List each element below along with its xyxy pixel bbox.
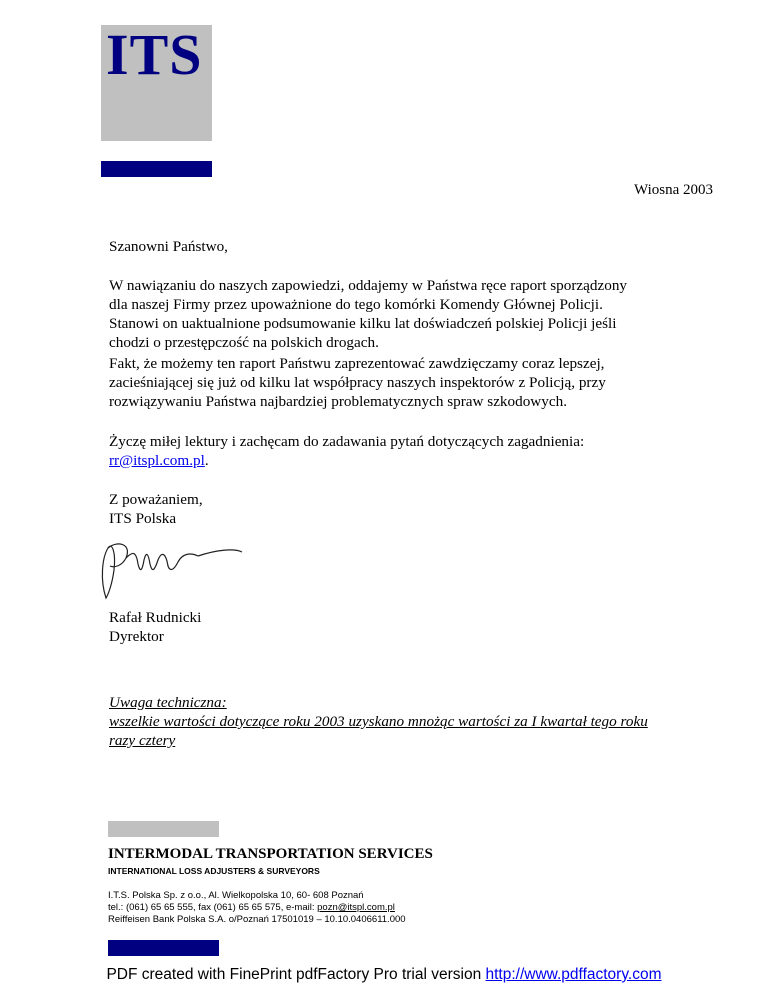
paragraph-1-line: chodzi o przestępczość na polskich drogach. [109, 334, 379, 351]
paragraph-1 [109, 276, 729, 352]
logo-bar [101, 161, 212, 177]
paragraph-3-end: . [204, 452, 209, 469]
paragraph-1-line: W nawiązaniu do naszych zapowiedzi, oddajemy w Państwa ręce raport sporządzony [109, 277, 628, 294]
technical-note [109, 693, 729, 750]
paragraph-3-email-line [109, 451, 729, 470]
signature-image [86, 530, 286, 605]
paragraph-1-line: Stanowi on uaktualnione podsumowanie kilku lat doświadczeń polskiej Policji jeśli [109, 315, 617, 332]
paragraph-1-line: dla naszej Firmy przez upoważnione do tego komórki Komendy Głównej Policji. [109, 296, 603, 313]
signer-block [109, 608, 729, 646]
note-line: wszelkie wartości dotyczące roku 2003 uzyskano mnożąc wartości za I kwartał tego roku [109, 713, 648, 730]
footer-company-subtitle: INTERNATIONAL LOSS ADJUSTERS & SURVEYORS [108, 866, 320, 876]
footer-bank: Reiffeisen Bank Polska S.A. o/Poznań 17501019 – 10.10.0406611.000 [108, 914, 406, 925]
paragraph-3-line: Życzę miłej lektury i zachęcam do zadawania pytań dotyczących zagadnienia: [109, 433, 585, 450]
greeting: Szanowni Państwo, [109, 238, 228, 255]
footer-address-block [108, 890, 406, 926]
signer-name: Rafał Rudnicki [109, 609, 202, 626]
footer-contact-text: tel.: (061) 65 65 555, fax (061) 65 65 575, e-mail: [108, 902, 318, 913]
contact-email-link[interactable]: rr@itspl.com.pl [109, 452, 205, 469]
logo-text: ITS [106, 22, 203, 87]
paragraph-2-line: zacieśniającej się już od kilku lat współpracy naszych inspektorów z Policją, przy [109, 374, 606, 391]
pdf-banner-link[interactable]: http://www.pdffactory.com [485, 966, 662, 983]
paragraph-2-line: rozwiązywaniu Państwa najbardziej problematycznych spraw szkodowych. [109, 393, 567, 410]
closing-block [109, 490, 729, 528]
company-name: ITS Polska [109, 510, 177, 527]
footer-contact [108, 902, 406, 914]
pdf-banner-text: PDF created with FinePrint pdfFactory Pro trial version [106, 966, 486, 983]
pdf-banner [0, 966, 768, 984]
paragraph-3 [109, 432, 729, 470]
letter-date: Wiosna 2003 [634, 182, 713, 198]
footer-gray-bar [108, 821, 219, 837]
footer-company-title: INTERMODAL TRANSPORTATION SERVICES [108, 846, 433, 862]
note-heading: Uwaga techniczna: [109, 694, 227, 711]
footer-email-link[interactable]: pozn@itspl.com.pl [317, 902, 395, 913]
paragraph-2 [109, 354, 729, 411]
paragraph-2-line: Fakt, że możemy ten raport Państwu zaprezentować zawdzięczamy coraz lepszej, [109, 355, 605, 372]
signer-title: Dyrektor [109, 628, 164, 645]
footer-address: I.T.S. Polska Sp. z o.o., Al. Wielkopolska 10, 60- 608 Poznań [108, 890, 364, 901]
footer-navy-bar [108, 940, 219, 956]
closing-phrase: Z poważaniem, [109, 491, 203, 508]
note-line: razy cztery [109, 732, 176, 749]
